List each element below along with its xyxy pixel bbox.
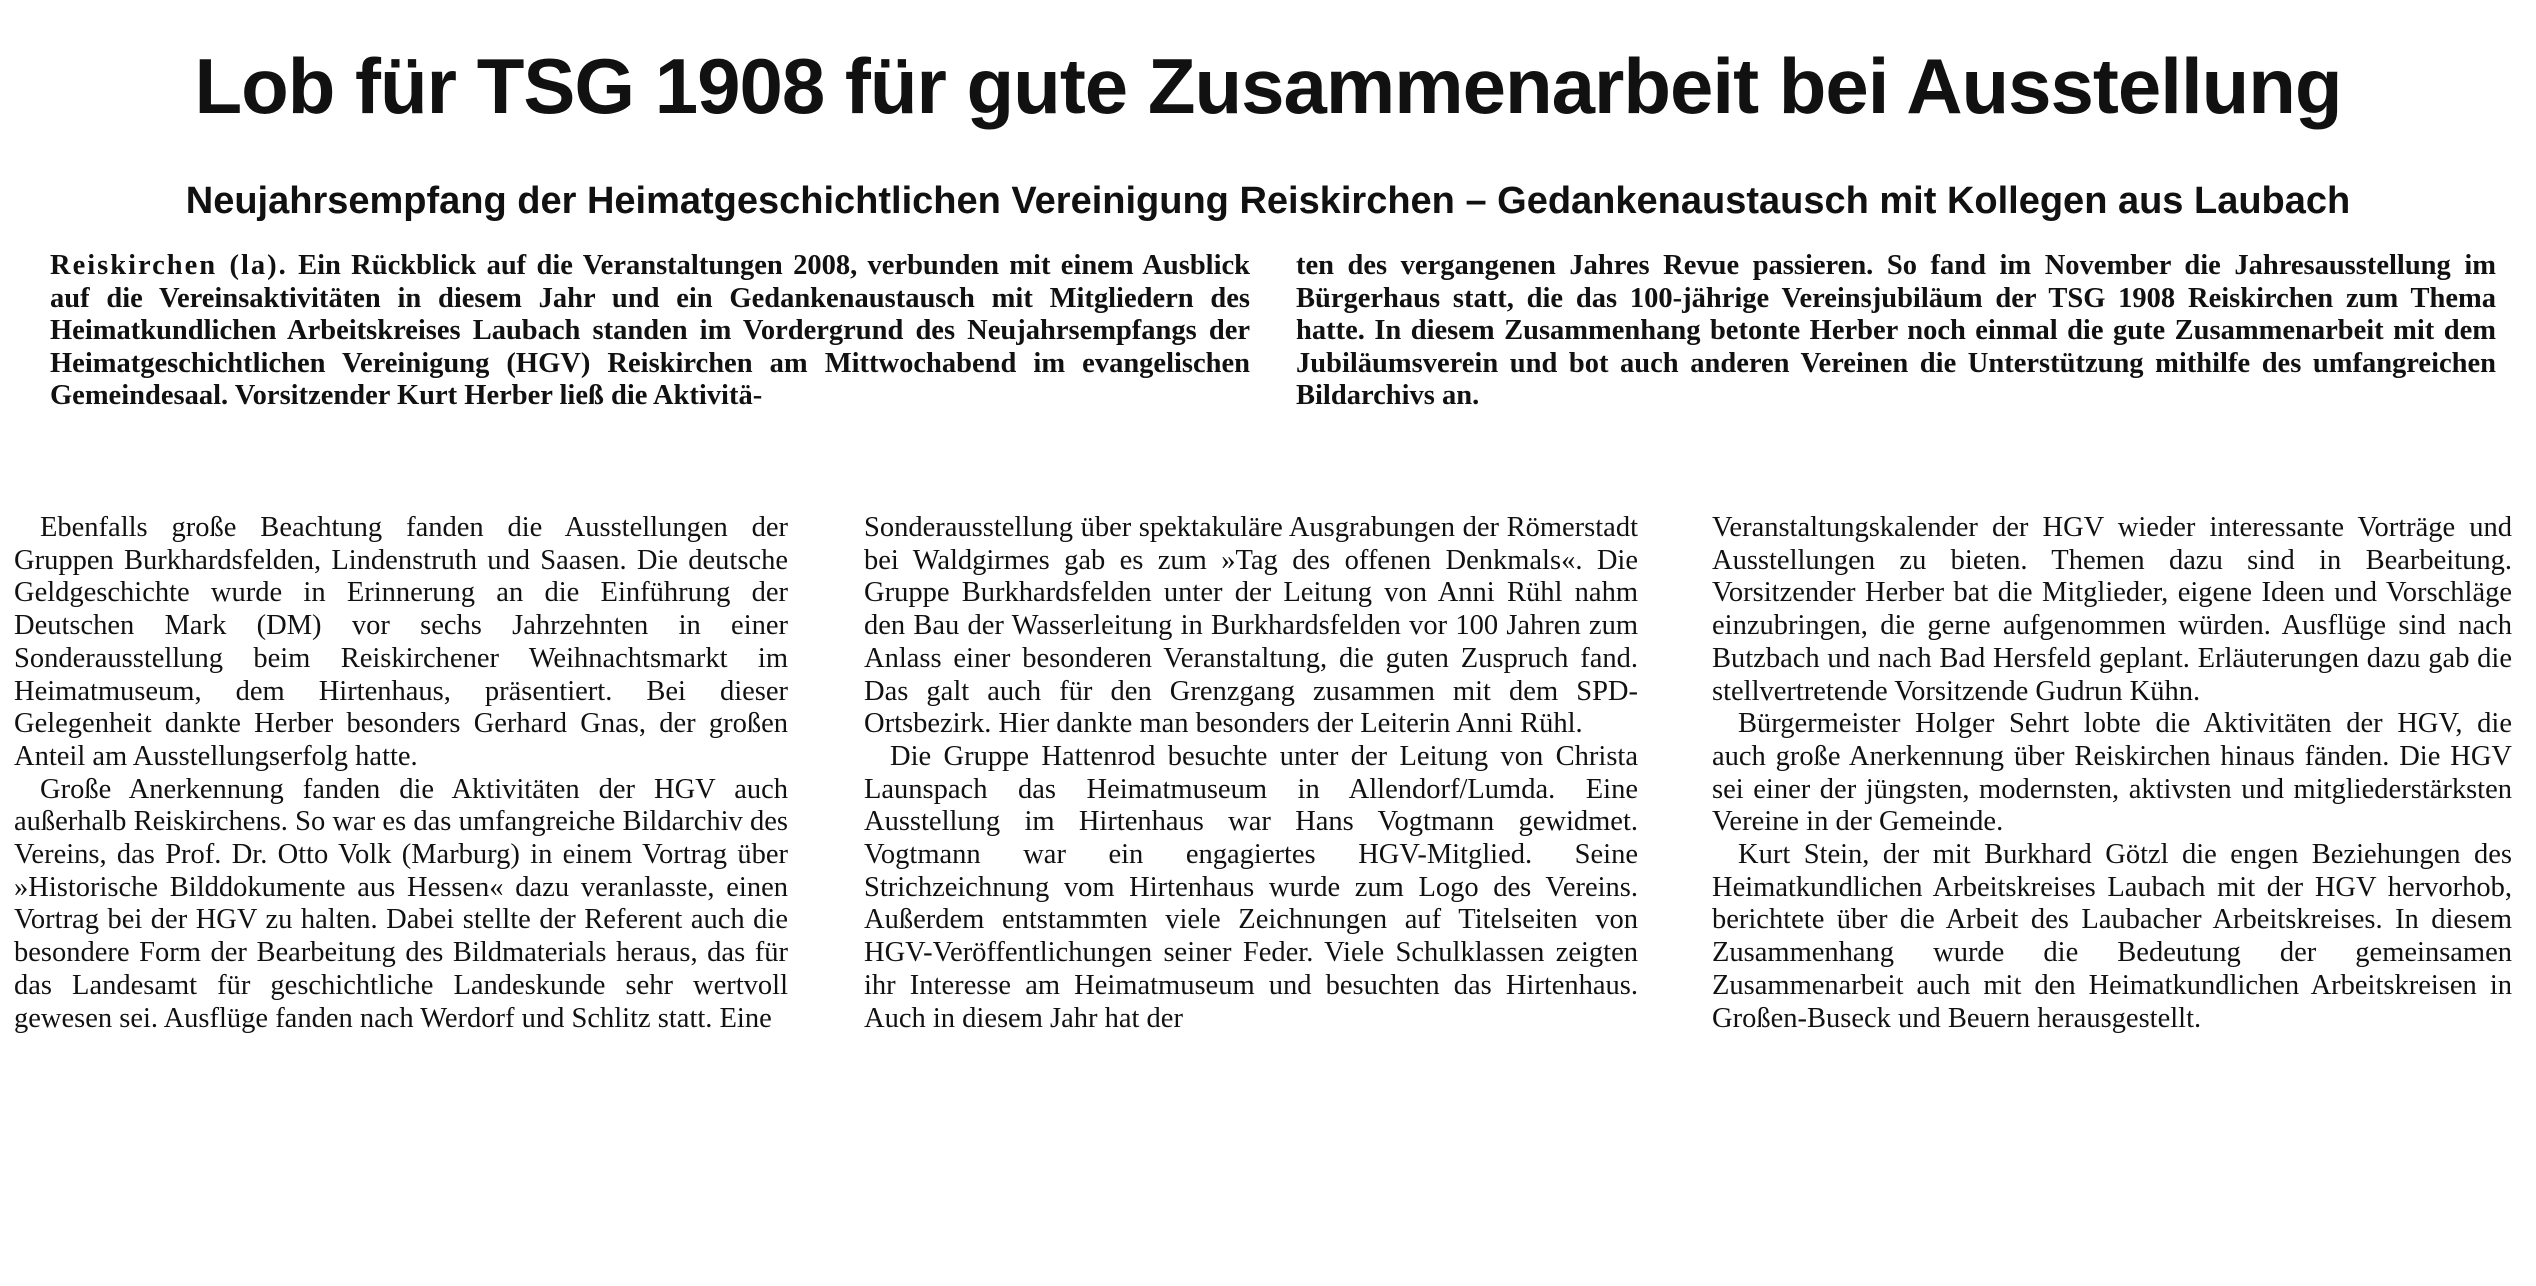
headline: Lob für TSG 1908 für gute Zusammenarbeit bei Ausstellung <box>194 42 2342 130</box>
body-column-3 <box>1712 512 2512 1035</box>
paragraph: Große Anerkennung fanden die Aktivitäten der HGV auch außerhalb Reiskirchens. So war es das umfangreiche Bildarchiv des Vereins, das Prof. Dr. Otto Volk (Marburg) in einem Vortrag über »Historische Bilddokumente aus Hessen« dazu veranlasste, einen Vortrag bei der HGV zu halten. Dabei stellte der Referent auch die besondere Form der Bearbeitung des Bildmaterials heraus, das für das Landesamt für geschichtliche Landeskunde sehr wertvoll gewesen sei. Ausflüge fanden nach Werdorf und Schlitz statt. Eine <box>14 773 788 1034</box>
paragraph: Bürgermeister Holger Sehrt lobte die Aktivitäten der HGV, die auch große Anerkennung über Reiskirchen hinaus fänden. Die HGV sei einer der jüngsten, modernsten, aktivsten und mitgliederstärksten Vereine in der Gemeinde. <box>1712 708 2512 838</box>
dateline: Reiskirchen (la). <box>50 250 288 281</box>
lead-text-left: Ein Rückblick auf die Veranstaltungen 2008, verbunden mit einem Ausblick auf die Vereinsaktivitäten in diesem Jahr und ein Gedankenaustausch mit Mitgliedern des Heimatkundlichen Arbeitskreises Laubach standen im Vordergrund des Neujahrsempfangs der Heimatgeschichtlichen Vereinigung (HGV) Reiskirchen am Mittwochabend im evangelischen Gemeindesaal. Vorsitzender Kurt Herber ließ die Aktivitä- <box>50 250 1251 411</box>
body-column-1 <box>14 512 788 1035</box>
paragraph: Kurt Stein, der mit Burkhard Götzl die engen Beziehungen des Heimatkundlichen Arbeitskreises Laubach mit der HGV hervorhob, berichtete über die Arbeit des Laubacher Arbeitskreises. In diesem Zusammenhang wurde die Bedeutung der gemeinsamen Zusammenarbeit auch mit den Heimatkundlichen Arbeitskreisen in Großen-Buseck und Beuern herausgestellt. <box>1712 839 2512 1034</box>
paragraph: Veranstaltungskalender der HGV wieder interessante Vorträge und Ausstellungen zu bieten. Themen dazu sind in Bearbeitung. Vorsitzender Herber bat die Mitglieder, eigene Ideen und Vorschläge einzubringen, die gerne aufgenommen würden. Ausflüge sind nach Butzbach und nach Bad Hersfeld geplant. Erläuterungen dazu gab die stellvertretende Vorsitzende Gudrun Kühn. <box>1712 512 2512 707</box>
body-column-2 <box>864 512 1638 1035</box>
subheadline: Neujahrsempfang der Heimatgeschichtlichen Vereinigung Reiskirchen – Gedankenaustausch mit Kollegen aus Laubach <box>185 180 2351 222</box>
lead-paragraph-right: ten des vergangenen Jahres Revue passieren. So fand im November die Jahresausstellung im Bürgerhaus statt, die das 100-jährige Vereinsjubiläum der TSG 1908 Reiskirchen zum Thema hatte. In diesem Zusammenhang betonte Herber noch einmal die gute Zusammenarbeit mit dem Jubiläumsverein und bot auch anderen Vereinen die Unterstützung mithilfe des umfangreichen Bildarchivs an. <box>1296 250 2496 411</box>
lead-paragraph-left <box>50 250 1250 413</box>
paragraph: Die Gruppe Hattenrod besuchte unter der Leitung von Christa Launspach das Heimatmuseum in Allendorf/Lumda. Eine Ausstellung im Hirtenhaus war Hans Vogtmann gewidmet. Vogtmann war ein engagiertes HGV-Mitglied. Seine Strichzeichnung vom Hirtenhaus wurde zum Logo des Vereins. Außerdem entstammten viele Zeichnungen auf Titelseiten von HGV-Veröffentlichungen seiner Feder. Viele Schulklassen zeigten ihr Interesse am Heimatmuseum und besuchten das Hirtenhaus. Auch in diesem Jahr hat der <box>864 740 1638 1034</box>
paragraph: Ebenfalls große Beachtung fanden die Ausstellungen der Gruppen Burkhardsfelden, Lindenstruth und Saasen. Die deutsche Geldgeschichte wurde in Erinnerung an die Einführung der Deutschen Mark (DM) vor sechs Jahrzehnten in einer Sonderausstellung beim Reiskirchener Weihnachtsmarkt im Heimatmuseum, dem Hirtenhaus, präsentiert. Bei dieser Gelegenheit dankte Herber besonders Gerhard Gnas, der großen Anteil am Ausstellungserfolg hatte. <box>14 512 788 772</box>
paragraph: Sonderausstellung über spektakuläre Ausgrabungen der Römerstadt bei Waldgirmes gab es zum »Tag des offenen Denkmals«. Die Gruppe Burkhardsfelden unter der Leitung von Anni Rühl nahm den Bau der Wasserleitung in Burkhardsfelden vor 100 Jahren zum Anlass einer besonderen Veranstaltung, die guten Zuspruch fand. Das galt auch für den Grenzgang zusammen mit dem SPD-Ortsbezirk. Hier dankte man besonders der Leiterin Anni Rühl. <box>864 512 1638 740</box>
